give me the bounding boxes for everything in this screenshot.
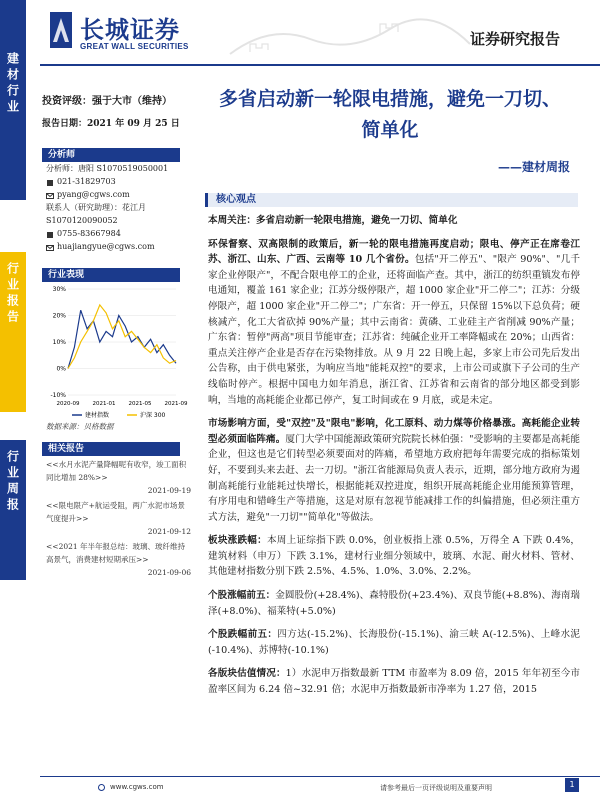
side-tab-report: 行业报告 (0, 252, 26, 412)
analyst-info (46, 162, 186, 253)
phone-icon (46, 230, 54, 238)
side-tab-weekly: 行业周报 (0, 440, 26, 580)
related-report-item[interactable] (46, 499, 191, 538)
legend-label: 沪深 300 (140, 412, 166, 419)
report-subtitle: ——建材周报 (497, 160, 570, 174)
y-tick-label: 0% (56, 365, 66, 373)
analyst-line: S1070120090052 (46, 216, 118, 225)
x-tick-label: 2021-09 (164, 401, 188, 407)
analyst-line: huajiangyue@cgws.com (46, 240, 186, 253)
related-report-date: 2021-09-19 (147, 486, 191, 495)
rating-label: 投资评级： (42, 96, 92, 107)
trend-chart-svg (42, 283, 188, 419)
y-tick-label: 30% (52, 286, 66, 293)
date-label: 报告日期： (42, 119, 88, 129)
related-report-title: <<2021 年半年报总结：玻璃、玻纤维持高景气，消费建材短期承压>> (46, 542, 186, 564)
x-tick-label: 2020-09 (56, 401, 80, 407)
phone-icon (46, 178, 54, 186)
industry-trend-chart (42, 283, 188, 428)
paragraph-market-impact: 市场影响方面，受"双控"及"限电"影响，化工原料、动力煤等价格暴涨。高耗能企业转型必须面临阵痛。厦门大学中国能源政策研究院院长林伯强："受影响的主要都是高耗能企业，但这也是它们转型必须要面对的阵痛，希望地方政府把每年需要完成的指标策划好，不要到头来去赶、去一刀切。"浙江省能源局负责人表示，近期，部分地方政府为遏制高耗能行业能耗过快增长，根据能耗双控进度，组织开展高耗能企业用能预算管理，有序用电和错峰生产等措施，这是对原有忽视节能减排工作的纠偏措施，但必须注重方式方法，避免"一刀切""简单化"等做法。 (208, 418, 580, 523)
paragraph-sector-moves: 板块涨跌幅：本周上证综指下跌 0.0%，创业板指上涨 0.5%，万得全 A 下跌 0.4%，建筑材料（申万）下跌 3.1%，建材行业细分领域中，玻璃、水泥、耐火材料、管材、其他建材指数分别下跌 2.5%、4.5%、1.0%、3.0%、2.2%。 (208, 535, 581, 578)
trend-section-head: 行业表现 (42, 268, 180, 282)
paragraph-power-limits: 环保督察、双高限制的政策后，新一轮的限电措施再度启动；限电、停产正在席卷江苏、浙江、山东、广西、云南等 10 几个省份。包括"开二停五"、"限产 90%"、"几千家企业停限产"，不配合限电停工的企业，还将面临产查。其中，浙江的纺织重镇发布停电通知，覆盖 161 家企业；江苏分级停限产，超 1000 家企业"开二停二"；江苏：分级停限产，超 1000 家企业"开二停二"；广东省：开一停五，只保留 15%以下总负荷；硬核减产，化工大省砍掉 90%产量；其中云南省：黄磷、工业硅主产省削减 90%产量；广东省：暂停"两高"项目节能审查；江苏省：纯碱企业开工率降幅或在 20%；山西省：重点关注停产企业是否存在污染物排放。从 9 月 22 日晚上起，多家上市公司先后发出公告称，由于供电紧张，为响应当地"能耗双控"的要求，上市公司或旗下子公司的生产线临时停产。根据中国电力如年消息，浙江省、江苏省和云南省的部分地区都受到影响，当地的高耗能企业都已停产，复工时间或在 9 月底，或是未定。 (208, 238, 581, 406)
logo-english: GREAT WALL SECURITIES (80, 42, 189, 51)
analyst-section-head: 分析师 (42, 148, 180, 162)
date-line (42, 116, 180, 129)
side-tab-industry: 建材行业 (0, 0, 26, 200)
analyst-line: 0755-83667984 (46, 227, 186, 240)
analyst-line: 021-31829703 (46, 175, 186, 188)
x-tick-label: 2021-05 (128, 401, 152, 407)
legend-label: 建材指数 (85, 412, 110, 419)
rating-value: 强于大市（维持） (92, 96, 172, 107)
date-value: 2021 年 09 月 25 日 (87, 119, 180, 129)
related-report-date: 2021-09-12 (147, 527, 191, 536)
analyst-line: 联系人（研究助理）：花江月 (46, 203, 146, 212)
x-tick-label: 2021-01 (92, 401, 116, 407)
mail-icon (46, 191, 54, 199)
chart-source: 数据来源：贝格数据 (46, 422, 114, 431)
report-title: 多省启动新一轮限电措施，避免一刀切、 简单化 (218, 88, 561, 141)
paragraph-valuation: 各版块估值情况：1）水泥申万指数最新 TTM 市盈率为 8.09 倍，2015 年年初至今市盈率区间为 6.24 倍~32.91 倍；水泥申万指数最新市净率为 1.27 倍，2015 (208, 668, 580, 696)
related-report-date: 2021-09-06 (147, 568, 191, 577)
related-report-title: <<限电限产+航运受阻，两广水泥市场景气度提升>> (46, 501, 185, 523)
analyst-line: pyang@cgws.com (46, 188, 186, 201)
report-header (0, 0, 600, 66)
related-report-item[interactable] (46, 458, 191, 497)
globe-icon (98, 784, 105, 791)
related-reports (46, 458, 191, 581)
footer-divider (40, 776, 600, 777)
y-tick-label: 20% (52, 312, 66, 320)
related-report-title: <<水月水泥产量降幅呢有收窄，竣工面积同比增加 28%>> (46, 460, 187, 482)
report-type: 证券研究报告 (469, 30, 560, 48)
y-tick-label: -10% (50, 392, 66, 399)
focus-line: 本周关注：多省启动新一轮限电措施，避免一刀切、简单化 (208, 215, 458, 226)
logo-text: 长城证券 (80, 15, 180, 44)
footer-website[interactable]: www.cgws.com (110, 783, 164, 791)
paragraph-top-losers: 个股跌幅前五：四方达(-15.2%)、长海股份(-15.1%)、渝三峡 A(-12.5%)、上峰水泥(-10.4%)、苏博特(-10.1%) (208, 629, 581, 656)
related-report-item[interactable] (46, 540, 191, 579)
paragraph-top-gainers: 个股涨幅前五：金圆股份(+28.4%)、森特股份(+23.4%)、双良节能(+8.8%)、海南瑞泽(+8.0%)、福莱特(+5.0%) (208, 590, 581, 617)
analyst-line: 分析师：唐阳 S1070519050001 (46, 164, 169, 173)
core-view-head: 核心观点 (205, 193, 578, 207)
series-line (68, 305, 176, 369)
header-divider (40, 64, 600, 66)
great-wall-watermark (230, 4, 470, 64)
core-view-body (208, 213, 580, 706)
mail-icon (46, 243, 54, 251)
rating-line (42, 92, 172, 107)
page-number: 1 (565, 778, 579, 792)
y-tick-label: 10% (52, 339, 66, 346)
footer-disclaimer: 请参考最后一页评级说明及重要声明 (380, 784, 492, 792)
series-line (68, 310, 176, 368)
logo-icon (50, 12, 72, 48)
related-section-head: 相关报告 (42, 442, 180, 456)
